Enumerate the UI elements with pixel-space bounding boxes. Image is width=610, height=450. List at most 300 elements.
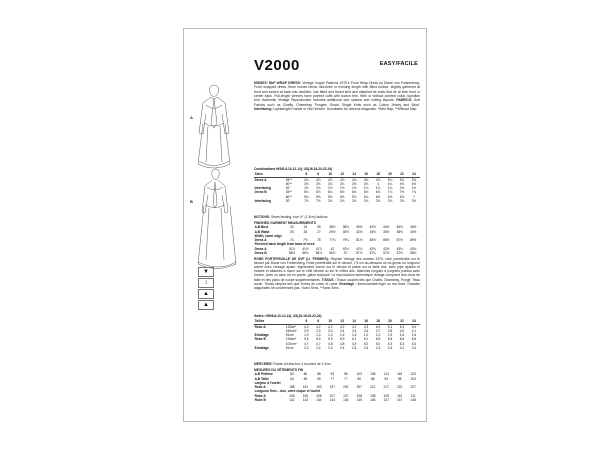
cell: 4,0	[399, 328, 405, 333]
cell: 2,4	[411, 345, 417, 350]
cell: 2,9	[304, 328, 309, 333]
cell: 142	[289, 397, 295, 402]
cell: 2,4	[387, 345, 393, 350]
col-header-0: Sizes	[254, 173, 285, 178]
cell: 6½	[387, 194, 393, 199]
cell: 3¼	[328, 181, 333, 186]
cell: 26	[303, 229, 308, 234]
cell: 106	[316, 393, 322, 398]
description-heading: MISSES' DbF WRAP DRESS:	[254, 81, 301, 85]
col-header-9: 22	[396, 320, 408, 325]
cell: 103	[356, 372, 362, 377]
cell: 108	[370, 372, 376, 377]
cell: 35	[317, 225, 321, 230]
cell: 2,4	[363, 345, 369, 350]
cell: 42¼	[356, 246, 363, 251]
col-header-3: 10	[324, 320, 336, 325]
cell: 108	[356, 393, 362, 398]
table-row	[254, 252, 420, 256]
description-body: Vintage Vogue Patterns 1970's Front Wrap Dress by Diane von Furstenberg. Front wrapped dress, three inches below mid-knee or evening length with fitted bodice, slightly gathered at front and tucked at back into neckline, has fitted and flared skirt and attached tie ends that tie at side front or center back. Full-length sleeves have pointed cuffs with button trim. With or without pointed collar, topstitch trim. Authentic Vintage Reproduction includes additional size options and cutting layouts.	[254, 81, 420, 103]
cell: 103	[410, 376, 416, 381]
cell: 113	[383, 372, 389, 377]
cell: 87½	[396, 238, 403, 243]
cell: 5,1	[387, 324, 393, 329]
cell: 144	[329, 397, 335, 402]
cell: 76	[317, 238, 321, 243]
cell: 106	[302, 393, 309, 398]
cell: 64	[290, 376, 294, 381]
cell: 6,5	[387, 337, 393, 342]
cell: 81½	[356, 238, 363, 243]
cell: 4	[377, 181, 379, 186]
cell: 4,1	[411, 328, 417, 333]
cell: 7½	[303, 238, 308, 243]
cell: 5⅞	[351, 194, 357, 199]
cell: 40½	[410, 229, 417, 234]
cell: 38½	[396, 229, 403, 234]
cell: 1,0	[363, 333, 369, 338]
cell: 148	[410, 397, 416, 402]
cell: 2⅜	[411, 198, 417, 203]
symbol-key	[198, 267, 214, 311]
entoilage-text: thermocollant léger ou non tissé. Grandes diagonales ne conviennent pas. *Avec Sens. **Sans Sens.	[254, 281, 420, 290]
cell: 1,0	[316, 333, 321, 338]
cell: 38¾	[342, 225, 349, 230]
cell: 3⅛	[304, 181, 309, 186]
cell: 4⅜	[399, 181, 405, 186]
col-header-5: 14	[348, 173, 360, 178]
cell: 5⅜	[316, 194, 321, 199]
cell: 2,4	[304, 345, 309, 350]
row-label: Dress B	[254, 250, 267, 255]
cell: 93	[330, 372, 335, 377]
cell: 2⅜	[399, 198, 405, 203]
cell: 2⅛	[375, 198, 381, 203]
cell: 88	[317, 372, 321, 377]
col-header-4: 12	[336, 173, 348, 178]
view-b-label: B	[190, 199, 193, 204]
cell: 34½	[369, 229, 376, 234]
row-sub: 150cm*	[285, 328, 297, 333]
cell: 4¾	[304, 177, 309, 182]
row-sub: 20"	[285, 186, 291, 191]
row-label: Finished back length from base of neck	[254, 242, 315, 247]
cell: 5¼	[387, 177, 393, 182]
cell: 5,3	[399, 341, 405, 346]
cell: 41⅞	[315, 246, 322, 251]
mercerie-text: Ruban d'extra-fort, 4 boutons de 1,3cm.	[273, 362, 332, 366]
cell: 89½	[410, 238, 417, 243]
cell: 6⅞	[316, 190, 321, 195]
cell: 3⅛	[316, 181, 321, 186]
cell: 5,4	[411, 324, 417, 329]
cell: 5½	[339, 194, 345, 199]
cell: 6⅞	[399, 194, 405, 199]
difficulty-badge: EASY/FACILE	[379, 61, 418, 67]
cell: 5,3	[387, 341, 393, 346]
cell: 42⅜	[369, 246, 376, 251]
cell: 84	[290, 372, 294, 377]
cell: 188	[289, 385, 295, 390]
cell: 93	[384, 376, 388, 381]
cell: 3,7	[375, 328, 381, 333]
row-label: Robe A	[254, 324, 266, 329]
cell: 3,3	[328, 328, 333, 333]
cell: 5,8	[304, 337, 309, 342]
cell: 5,0	[375, 324, 381, 329]
french-finished-heading: MESURES DU VÊTEMENTS FIN	[254, 368, 304, 372]
cell: 147	[397, 397, 403, 402]
cell: 207	[356, 385, 362, 390]
cell: 123	[410, 372, 416, 377]
cell: 3⅜	[351, 181, 357, 186]
cell: 4,8	[328, 341, 333, 346]
cell: 109	[383, 393, 389, 398]
cell: 2,9	[316, 328, 321, 333]
cell: 107	[329, 393, 335, 398]
cell: 4,3	[363, 324, 369, 329]
mercerie-label: MERCERIE:	[254, 362, 273, 366]
cell: 2,4	[339, 345, 345, 350]
table-row	[254, 347, 420, 351]
cell: 1,0	[304, 333, 309, 338]
finished-measurements-table	[254, 226, 420, 256]
garment-illustrations	[190, 79, 248, 259]
cell: 1,6	[411, 333, 417, 338]
cell: 6,6	[399, 337, 405, 342]
cell: 1⅛	[328, 186, 333, 191]
notions-line	[254, 215, 420, 219]
cell: 57½	[396, 250, 403, 255]
cell: 4¼	[387, 181, 393, 186]
row-sub: 115cm*	[285, 324, 297, 329]
cell: 1⅛	[351, 186, 357, 191]
row-label: Dress B	[254, 190, 267, 195]
cell: 41½	[302, 246, 309, 251]
cell: 118	[397, 372, 403, 377]
cell: 43¾	[410, 246, 417, 251]
row-label: Robe B	[254, 397, 266, 402]
cell: 111	[410, 393, 416, 398]
cell: 3,4	[363, 328, 369, 333]
col-header-7: 18	[372, 173, 384, 178]
cell: 56½	[288, 250, 296, 255]
cell: 7	[413, 194, 415, 199]
row-label: Width, lower edge	[254, 233, 282, 238]
cell: 1,0	[375, 333, 381, 338]
cell: 6,5	[375, 337, 381, 342]
cell: 6¼	[328, 190, 333, 195]
english-description	[254, 81, 420, 112]
cell: 193	[316, 385, 322, 390]
cell: 43⅛	[396, 246, 403, 251]
french-body: Reprise Vintage des années 1970, robe portefeuille sur le devant par Diane von Furstenberg. Robe portefeuille sur le devant, 7,5 cm au-dessous du mi-genou ou longueur soirée avec corsage ajusté, légèrement froncé sur le devant et plissé sur la taille dos, avec jupe ajustée et évasée et attaches à nouer sur le côté devant ou sur le milieu dos. Manches longues à poignets pointus avec bouton. Avec ou sans col en pointe, galon surpiqué. La reproduction authentique vintage comprend des choix de taille et des plans de coupe supplémentaires.	[254, 257, 420, 282]
cell: 7¾	[411, 190, 417, 195]
row-label: Longueur finie – dos, votre nuque à l'ourlet	[254, 389, 320, 394]
cell: 3¾	[363, 181, 369, 186]
cell: 144	[316, 397, 322, 402]
cell: 34	[303, 225, 308, 230]
cell: 83½	[369, 238, 376, 243]
cell: 2⅛	[387, 198, 393, 203]
cell: 146	[370, 397, 376, 402]
cell: 29½	[329, 229, 336, 234]
cell: 77	[330, 376, 335, 381]
french-combinations-line: Suites: HIS/6-8-10-12-14), US(16-18-20-22-24)	[254, 314, 322, 318]
cell: 6¼	[363, 194, 369, 199]
cell: 6¾	[363, 190, 369, 195]
cell: 217	[383, 385, 389, 390]
cell: 197	[329, 385, 335, 390]
cell: 4,2	[316, 324, 321, 329]
cell: 4,2	[304, 324, 309, 329]
col-header-1: 6	[300, 320, 312, 325]
cell: 110	[397, 393, 403, 398]
row-label: A,B Bust	[254, 225, 269, 230]
cell: 36½	[383, 229, 390, 234]
cell: 66	[303, 376, 308, 381]
interfacing-text: Lightweight Fusible or Non Woven. Unsuitable for obvious diagonals. *With Nap. **Without Nap.	[273, 107, 418, 112]
cell: 42⅛	[342, 246, 349, 251]
cell: 74	[290, 238, 294, 243]
row-sub: 60**	[285, 194, 292, 199]
row-sub: 60**	[285, 181, 292, 186]
cell: 6,6	[411, 337, 417, 342]
cell: 38½	[329, 225, 336, 230]
col-header-0: Tailles	[254, 320, 285, 325]
yardage-table	[254, 173, 420, 204]
cell: 46½	[396, 225, 403, 230]
cell: 4,2	[339, 324, 345, 329]
combinations-line: Combinations HIS/6-8-10-12-14), US(16-18-20-22-24)	[254, 167, 333, 171]
cell: 5,0	[363, 341, 369, 346]
row-sub: 115cm*	[285, 337, 297, 342]
cell: 98	[397, 376, 402, 381]
cell: 105	[289, 393, 295, 398]
cell: 1¼	[375, 186, 381, 191]
cell: 25	[290, 229, 294, 234]
cell: 1,5	[387, 333, 393, 338]
cell: 1,6	[339, 333, 345, 338]
symbol-2: ▲	[198, 289, 214, 299]
row-label: Interfacing	[254, 186, 271, 191]
cell: 56⅞	[329, 250, 336, 255]
cell: 222	[397, 385, 403, 390]
cell: 56¾	[302, 250, 309, 255]
cell: 5¼	[304, 194, 309, 199]
row-label: Entoilage	[254, 333, 269, 338]
row-label: A,B Waist	[254, 229, 270, 234]
cell: 6⅜	[351, 190, 357, 195]
row-label: A,B Taille	[254, 376, 269, 381]
cell: 7⅛	[316, 198, 321, 203]
cell: 107	[343, 393, 349, 398]
row-label: Robe B	[254, 337, 266, 342]
col-header-7: 18	[372, 320, 384, 325]
french-description	[254, 257, 420, 290]
cell: 2⅛	[328, 198, 333, 203]
row-label: Robe A	[254, 393, 266, 398]
cell: 4,9	[351, 341, 357, 346]
row-label: Dress A	[254, 238, 267, 243]
cell: 27	[317, 229, 321, 234]
cell: 1⅜	[411, 186, 417, 191]
cell: 41⅞	[288, 246, 296, 251]
cell: 4⅞	[339, 177, 345, 182]
cell: 7⅛	[304, 198, 309, 203]
cell: 57⅜	[383, 250, 390, 255]
row-label: Interfacing	[254, 198, 271, 203]
cell: 5,3	[399, 324, 405, 329]
cell: 5¾	[411, 177, 417, 182]
col-header-10: 24	[408, 173, 420, 178]
row-label: Dress A	[254, 246, 267, 251]
cell: 30½	[342, 229, 349, 234]
col-header-8: 20	[384, 173, 396, 178]
cell: 191	[302, 385, 309, 390]
col-header-9: 22	[396, 173, 408, 178]
row-label: Entoilage	[254, 345, 269, 350]
cell: 56⅞	[315, 250, 322, 255]
cell: 80	[357, 376, 362, 381]
pattern-number: V2000	[254, 57, 300, 74]
interfacing-label: Interfacing:	[254, 107, 273, 112]
cell: 4,7	[316, 341, 321, 346]
col-header-8: 20	[384, 320, 396, 325]
col-header-2: 8	[312, 173, 324, 178]
cell: 5¾	[399, 177, 405, 182]
cell: 42½	[369, 225, 376, 230]
cell: 86	[303, 372, 308, 377]
col-header-1: 6	[300, 173, 312, 178]
tissus-text: Tissus souples tels que Challis, Chambray, Pongé, Tissu surah, Tricots simples tels que Jersey de coton et Laine.	[254, 277, 421, 286]
cell: 5,4	[411, 341, 417, 346]
row-label: Robe A	[254, 385, 266, 390]
cell: 2⅛	[363, 198, 369, 203]
cell: 143	[302, 397, 309, 402]
cell: 2,4	[351, 345, 357, 350]
cell: 6½	[339, 190, 345, 195]
cell: 5,9	[316, 337, 321, 342]
cell: 3,4	[351, 328, 357, 333]
cell: 3,8	[387, 328, 393, 333]
cell: 85½	[383, 238, 390, 243]
cell: 33	[290, 225, 294, 230]
cell: 4,8	[339, 341, 345, 346]
cell: 1,6	[399, 333, 405, 338]
notions-text: Seam binding, four ½" (1.3cm) buttons.	[271, 215, 329, 219]
cell: 96	[344, 372, 348, 377]
pattern-envelope-back	[183, 28, 427, 422]
cell: 4⅞	[316, 177, 321, 182]
col-header-6: 16	[360, 173, 372, 178]
cell: 4¾	[351, 177, 357, 182]
row-sub: 20"	[285, 198, 291, 203]
row-sub: 45**	[285, 177, 292, 182]
cell: 1⅛	[339, 186, 345, 191]
cell: 147	[383, 397, 389, 402]
cell: 1,0	[328, 333, 333, 338]
cell: 3,4	[339, 328, 345, 333]
french-finished-table	[254, 373, 420, 403]
cell: 44½	[383, 225, 390, 230]
cell: 5,9	[328, 337, 333, 342]
cell: 108	[370, 393, 376, 398]
cell: 5,0	[375, 341, 381, 346]
row-sub: 51cm	[285, 345, 294, 350]
cell: 32½	[356, 229, 363, 234]
cell: 57	[344, 250, 348, 255]
cell: 1¼	[363, 186, 369, 191]
symbol-1: ↕	[198, 278, 214, 288]
row-label: Largeur à l'ourlet	[254, 380, 281, 385]
french-heading: ROBE PORTEFEUILLE DE DVF (LI. FEMMES):	[254, 257, 329, 261]
cell: 77¾	[329, 238, 336, 243]
cell: 58⅛	[410, 250, 417, 255]
row-label: Dress A	[254, 177, 267, 182]
cell: 4,2	[351, 324, 357, 329]
col-header-2: 8	[312, 320, 324, 325]
cell: 42	[330, 246, 335, 251]
cell: 2,4	[328, 345, 333, 350]
row-sub: 51cm	[285, 333, 294, 338]
cell: 57¼	[369, 250, 376, 255]
cell: 6,1	[363, 337, 369, 342]
cell: 145	[356, 397, 362, 402]
cell: 7¼	[387, 190, 393, 195]
french-yardage-table	[254, 320, 420, 351]
symbol-0: ▼	[198, 267, 214, 277]
cell: 69	[317, 376, 321, 381]
table-row	[254, 200, 420, 204]
cell: 4⅞	[328, 177, 333, 182]
cell: 2,4	[399, 345, 405, 350]
notions-label: NOTIONS:	[254, 215, 271, 219]
cell: 6⅞	[375, 190, 381, 195]
cell: 79¼	[342, 238, 349, 243]
cell: 88	[370, 376, 375, 381]
finished-measurements-heading: FINISHED GARMENT MEASUREMENTS	[254, 221, 316, 225]
cell: 57⅛	[356, 250, 363, 255]
cell: 4¾	[363, 177, 369, 182]
cell: 3¼	[339, 181, 345, 186]
col-header-6: 16	[360, 320, 372, 325]
col-header-4: 12	[336, 320, 348, 325]
cell: 1¼	[387, 186, 393, 191]
cell: 6,1	[351, 337, 357, 342]
cell: 7½	[399, 190, 405, 195]
cell: 42½	[383, 246, 390, 251]
cell: 1⅛	[304, 186, 309, 191]
view-a-label: A	[190, 115, 193, 120]
col-header-10: 24	[408, 320, 420, 325]
cell: 77	[344, 376, 348, 381]
cell: 2⅛	[339, 198, 345, 203]
cell: 1⅛	[316, 186, 321, 191]
col-header-3: 10	[324, 173, 336, 178]
cell: 212	[370, 385, 376, 390]
cell: 202	[343, 385, 349, 390]
cell: 2,4	[316, 345, 321, 350]
cell: 48½	[410, 225, 417, 230]
cell: 4,2	[328, 324, 333, 329]
cell: 6¾	[304, 190, 309, 195]
mercerie-line	[254, 362, 420, 366]
tissus-label: TISSUS :	[321, 277, 336, 282]
table-row	[254, 399, 420, 403]
col-header-5: 14	[348, 320, 360, 325]
cell: 6½	[375, 194, 381, 199]
